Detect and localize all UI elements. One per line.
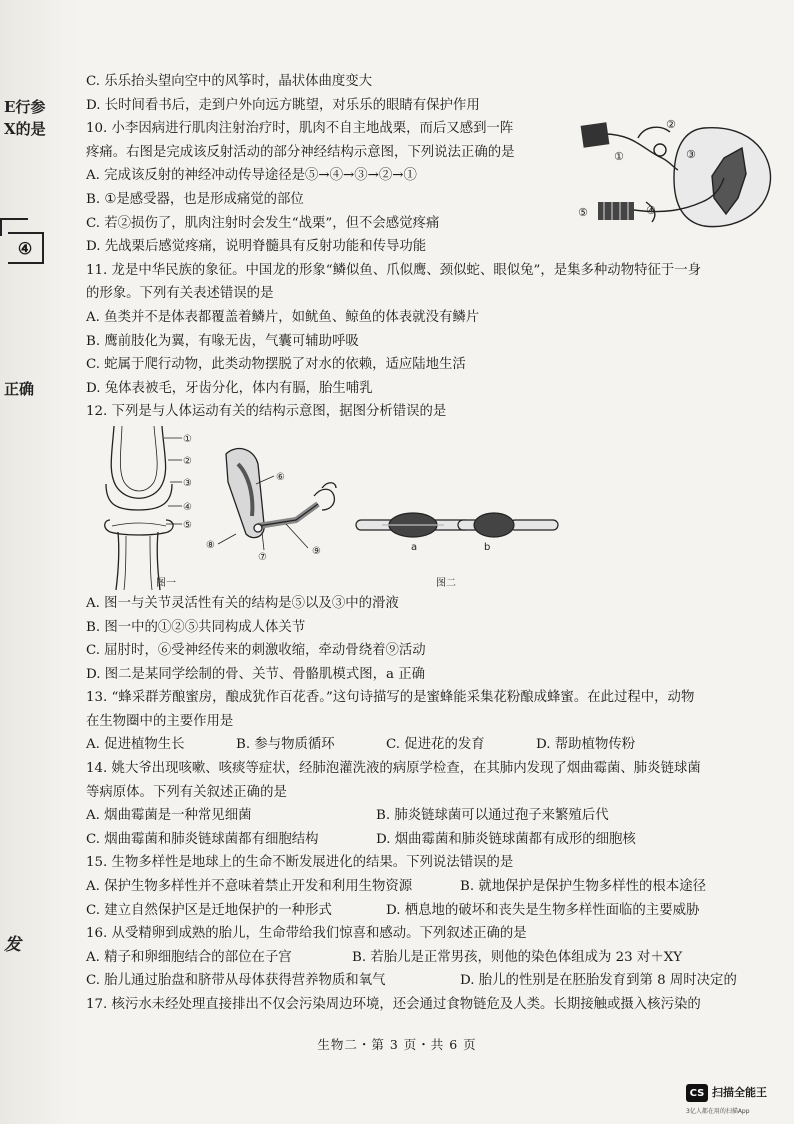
model-b	[458, 513, 558, 537]
reflex-label-3: ③	[686, 148, 696, 161]
joint-label-4: ④	[183, 501, 192, 513]
margin-fragment-3: 正确	[4, 380, 35, 398]
q16-option-a: A. 精子和卵细胞结合的部位在子宫	[86, 949, 292, 965]
q17-stem: 17. 核污水未经处理直接排出不仅会污染周边环境，还会通过食物链危及人类。长期接触或摄入核污染的	[86, 997, 701, 1012]
joint-label-1: ①	[183, 433, 192, 445]
q14-stem-1: 14. 姚大爷出现咳嗽、咳痰等症状，经肺泡灌洗液的病原学检查，在其肺内发现了烟曲霉菌、肺炎链球菌	[86, 761, 701, 777]
q14-options-row-2	[86, 828, 776, 852]
q14-option-a: A. 烟曲霉菌是一种常见细菌	[86, 808, 252, 824]
q15-option-b: B. 就地保护是保护生物多样性的根本途径	[460, 879, 706, 895]
q11-stem-1: 11. 龙是中华民族的象征。中国龙的形象“鳞似鱼、爪似鹰、颈似蛇、眼似兔”，是集多种动物特征于一身	[86, 262, 702, 278]
q13-option-b: B. 参与物质循环	[236, 737, 335, 753]
q12-option-b: B. 图一中的①②⑤共同构成人体关节	[86, 619, 306, 635]
scanner-tagline: 3亿人都在用的扫描App	[686, 1108, 750, 1115]
q12-option-a: A. 图一与关节灵活性有关的结构是⑤以及③中的滑液	[86, 595, 399, 611]
arm-label-7: ⑦	[258, 551, 267, 563]
margin-answer-box	[8, 232, 44, 264]
q13-stem-2: 在生物圈中的主要作用是	[86, 713, 234, 729]
q14-options-row-1	[86, 804, 776, 828]
q11-option-c: C. 蛇属于爬行动物，此类动物摆脱了对水的依赖，适应陆地生活	[86, 357, 466, 373]
joint-label-3: ③	[183, 477, 192, 489]
page-footer: 生物二・第 3 页・共 6 页	[317, 1037, 477, 1052]
q11-option-b: B. 鹰前肢化为翼，有喙无齿，气囊可辅助呼吸	[86, 333, 359, 349]
reflex-label-5: ⑤	[578, 206, 588, 219]
arm-label-8: ⑧	[206, 539, 215, 551]
q12-figure-svg	[86, 424, 776, 592]
scanner-watermark	[686, 1082, 792, 1118]
q15-stem: 15. 生物多样性是地球上的生命不断发展进化的结果。下列说法错误的是	[86, 855, 514, 871]
q14-stem-2: 等病原体。下列有关叙述正确的是	[86, 784, 287, 800]
model-a-label: a	[411, 541, 418, 553]
q13-stem-1: 13. “蜂采群芳酿蜜房，酿成犹作百花香。”这句诗描写的是蜜蜂能采集花粉酿成蜂蜜。在此过程中，动物	[86, 690, 695, 706]
q11-stem-2: 的形象。下列有关表述错误的是	[86, 286, 274, 302]
q16-options-row-1	[86, 946, 776, 970]
joint-label-5: ⑤	[183, 519, 192, 531]
effector-block	[598, 202, 634, 220]
scanner-name: 扫描全能王	[712, 1086, 767, 1099]
q14-option-c: C. 烟曲霉菌和肺炎链球菌都有细胞结构	[86, 831, 319, 847]
joint-diagram	[105, 426, 182, 590]
q10-option-c: C. 若②损伤了，肌肉注射时会发生“战栗”，但不会感觉疼痛	[86, 215, 440, 231]
q14-option-b: B. 肺炎链球菌可以通过孢子来繁殖后代	[376, 808, 609, 824]
reflex-label-1: ①	[614, 150, 624, 163]
q10-stem-2: 疼痛。右图是完成该反射活动的部分神经结构示意图，下列说法正确的是	[86, 144, 515, 160]
q15-options-row-2	[86, 899, 776, 923]
q10-option-a: A. 完成该反射的神经冲动传导途径是⑤→④→③→②→①	[86, 168, 417, 184]
figure1-caption: 图一	[156, 577, 176, 589]
arm-label-6: ⑥	[276, 471, 285, 483]
q12-option-d: D. 图二是某同学绘制的骨、关节、骨骼肌模式图，a 正确	[86, 666, 425, 682]
q9-option-d: D. 长时间看书后，走到户外向远方眺望，对乐乐的眼睛有保护作用	[86, 97, 480, 113]
model-b-label: b	[484, 541, 491, 553]
arm-label-9: ⑨	[312, 545, 321, 557]
joint-label-2: ②	[183, 455, 192, 467]
q12-stem: 12. 下列是与人体运动有关的结构示意图，据图分析错误的是	[86, 404, 447, 420]
q15-option-c: C. 建立自然保护区是迁地保护的一种形式	[86, 902, 332, 918]
margin-fragment-4: 发	[4, 935, 21, 955]
q13-option-d: D. 帮助植物传粉	[536, 737, 636, 753]
q9-option-c: C. 乐乐抬头望向空中的风筝时，晶状体曲度变大	[86, 74, 373, 89]
q13-options	[86, 733, 776, 757]
figure2-caption: 图二	[436, 577, 456, 589]
receptor-block	[581, 122, 610, 147]
q11-option-d: D. 兔体表被毛，牙齿分化，体内有膈，胎生哺乳	[86, 380, 373, 396]
margin-box-text: ④	[17, 238, 33, 258]
q16-option-d: D. 胎儿的性别是在胚胎发育到第 8 周时决定的	[460, 973, 737, 989]
q10-option-b: B. ①是感受器，也是形成痛觉的部位	[86, 191, 304, 207]
q13-option-c: C. 促进花的发育	[386, 737, 485, 753]
q13-option-a: A. 促进植物生长	[86, 737, 185, 753]
margin-fragment-1: E行参	[4, 98, 46, 116]
q16-options-row-2	[86, 969, 776, 993]
q15-options-row-1	[86, 875, 776, 899]
q16-option-b: B. 若胎儿是正常男孩，则他的染色体组成为 23 对＋XY	[352, 949, 683, 965]
q11-option-a: A. 鱼类并不是体表都覆盖着鳞片，如鱿鱼、鲸鱼的体表就没有鳞片	[86, 309, 480, 325]
q12-option-c: C. 屈肘时，⑥受神经传来的刺激收缩，牵动骨绕着⑨活动	[86, 643, 426, 659]
q16-stem: 16. 从受精卵到成熟的胎儿，生命带给我们惊喜和感动。下列叙述正确的是	[86, 926, 527, 942]
left-margin-bleed	[0, 0, 78, 1124]
reflex-label-2: ②	[666, 118, 676, 131]
q16-option-c: C. 胎儿通过胎盘和脐带从母体获得营养物质和氧气	[86, 973, 386, 989]
scanner-logo-icon: CS	[686, 1084, 708, 1102]
reflex-arc-diagram	[574, 118, 784, 238]
q10-option-d: D. 先战栗后感觉疼痛，说明脊髓具有反射功能和传导功能	[86, 239, 427, 255]
q15-option-d: D. 栖息地的破坏和丧失是生物多样性面临的主要威胁	[386, 902, 700, 918]
q15-option-a: A. 保护生物多样性并不意味着禁止开发和利用生物资源	[86, 879, 413, 895]
joint-callouts	[183, 434, 192, 531]
margin-fragment-2: X的是	[4, 120, 46, 138]
model-a	[356, 513, 470, 537]
arm-diagram	[218, 448, 336, 549]
reflex-label-4: ④	[646, 204, 656, 217]
q12-figures	[86, 424, 776, 592]
q14-option-d: D. 烟曲霉菌和肺炎链球菌都有成形的细胞核	[376, 831, 636, 847]
q10-stem-1: 10. 小李因病进行肌肉注射治疗时，肌肉不自主地战栗，而后又感到一阵	[86, 121, 514, 137]
